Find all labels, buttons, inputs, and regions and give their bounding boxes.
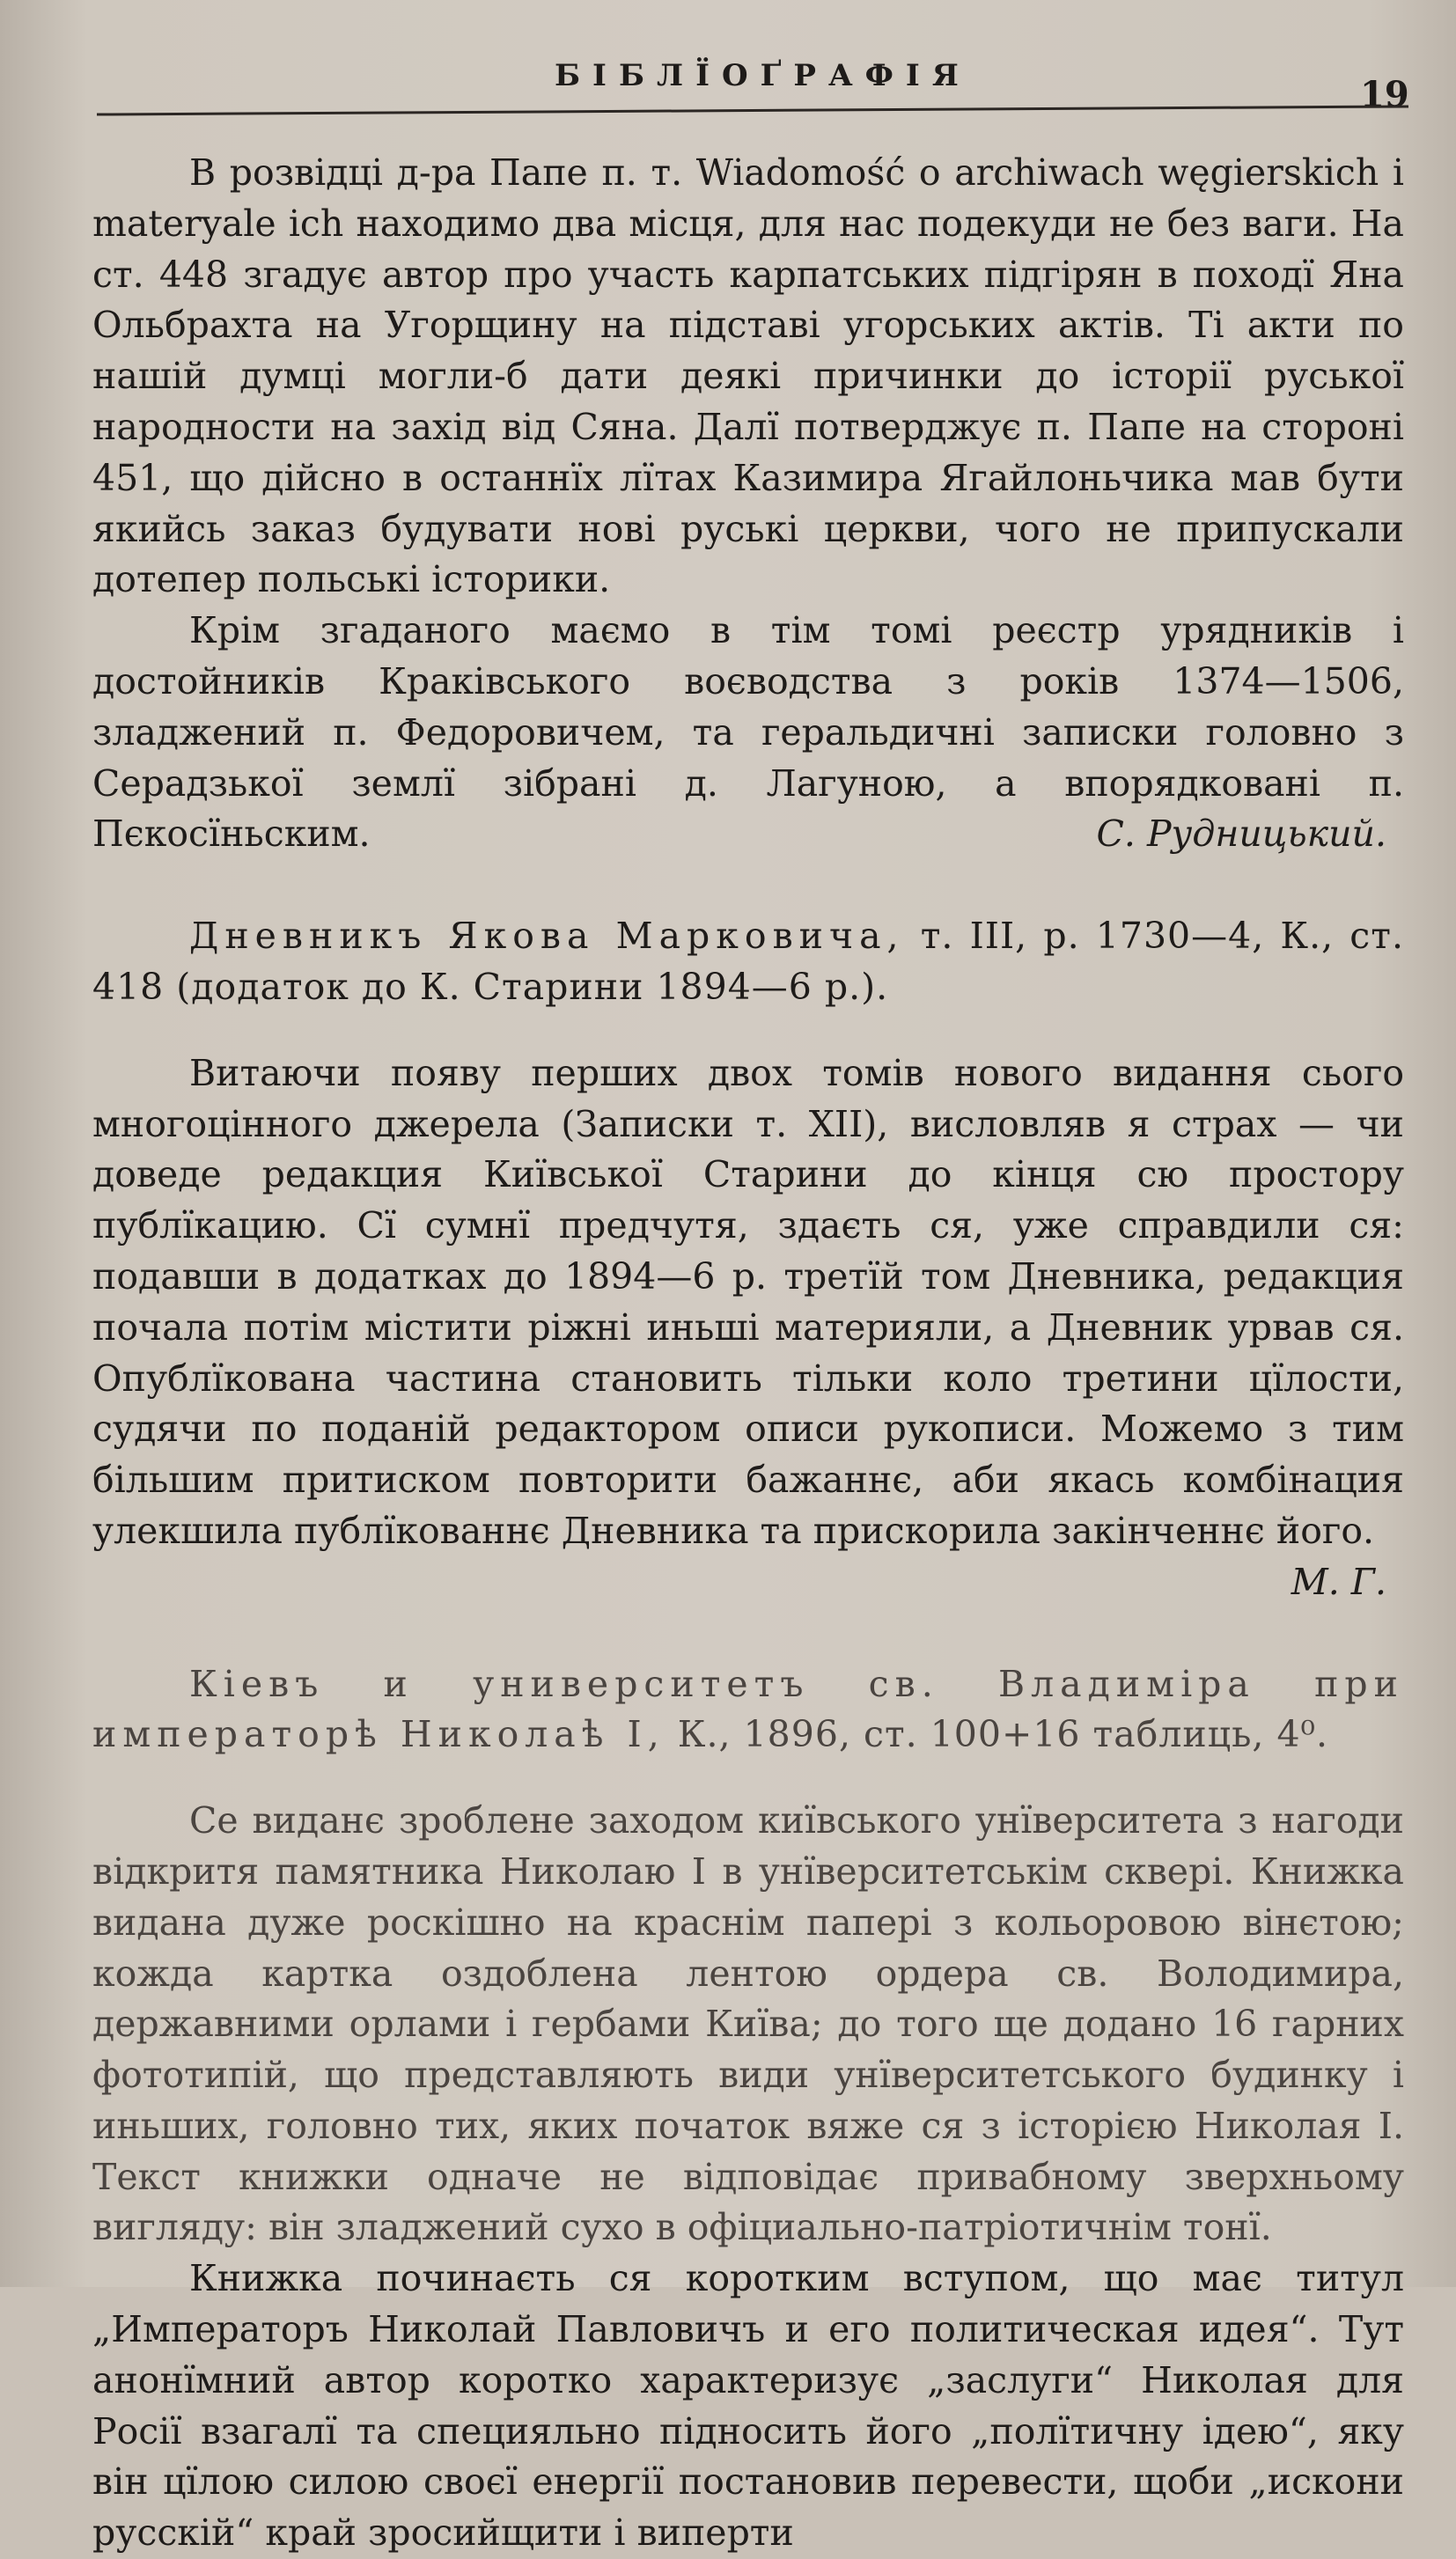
review-paragraph: Се виданє зроблене заходом київського унїверситета з нагоди відкритя памятника Николаю I в унїверситетськім сквері. Книжка видана дуже роскішно на краснім папері з кольоровою вінєтою; кожда картка оздоблена лентою ордера св. Володимира, державними орлами і гербами Київа; до того ще додано 16 гарних фототипій, що представляють види унїверситетського будинку і иньших, головно тих, яких початок вяже ся з історією Николая I. Текст книжки одначе не відповідає привабному зверхньому вигляду: він зладжений сухо в офіциально-патріотичнім тонї. bbox=[92, 1799, 1404, 2249]
reviewer-signature: С. Рудницький. bbox=[1096, 813, 1386, 856]
book-details: т. III, р. 1730—4, К., ст. 418 (додаток до К. Старини 1894—6 р.). bbox=[92, 915, 1404, 1008]
review-paragraph bbox=[92, 1048, 1404, 1608]
page-number: 19 bbox=[1360, 74, 1409, 115]
page-body bbox=[92, 148, 1404, 2559]
book-title: Кіевъ и университетъ св. Владиміра при императорѣ Николаѣ I, bbox=[92, 1662, 1404, 1756]
review-paragraph bbox=[92, 606, 1404, 860]
paragraph-text: Витаючи появу перших двох томів нового видання сього многоцінного джерела (Записки т. XII), висловляв я страх — чи доведе редакция Київської Старини до кінця сю простору публїкацию. Сї сумнї предчутя, здаєть ся, уже справдили ся: подавши в додатках до 1894—6 р. третїй том Дневника, редакция почала потім містити ріжні иньші материяли, а Дневник урвав ся. Опублїкована частина становить тільки коло третини цїлости, судячи по поданій редактором описи рукописи. Можемо з тим більшим притиском повторити бажаннє, аби якась комбінация улекшила публїкованнє Дневника та прискорила закінченнє його. bbox=[92, 1051, 1404, 1552]
review-title bbox=[92, 911, 1404, 1013]
running-head bbox=[0, 51, 1456, 121]
running-title: БІБЛЇОҐРАФІЯ bbox=[555, 58, 971, 93]
reviewer-signature: М. Г. bbox=[1291, 1560, 1386, 1603]
review-paragraph: Книжка починаєть ся коротким вступом, що має титул „Императоръ Николай Павловичъ и его политическая идея“. Тут анонїмний автор коротко характеризує „заслуги“ Николая для Росії взагалї та специяльно підносить його „полїтичну ідею“, яку він цїлою силою своєї енергії постановив перевести, щоби „искони русскій“ край зросийщити і виперти bbox=[92, 2257, 1404, 2555]
book-title: Дневникъ Якова Марковича, bbox=[189, 915, 905, 958]
header-rule bbox=[97, 105, 1408, 115]
review-title bbox=[92, 1659, 1404, 1761]
paragraph-text: Крім згаданого маємо в тім томі реєстр урядників і достойників Краківського воєводства з років 1374—1506, зладжений п. Федоровичем, та геральдичні записки головно з Серадзької землї зібрані д. Лагуною, а впорядковані п. Пєкосїньским. bbox=[92, 609, 1404, 856]
book-details: К., 1896, ст. 100+16 таблиць, 4⁰. bbox=[665, 1713, 1329, 1756]
review-paragraph: В розвідці д-ра Папе п. т. Wiadomość o archiwach węgierskich i materyale ich находимо два місця, для нас подекуди не без ваги. На ст. 448 згадує автор про участь карпатських підгірян в походї Яна Ольбрахта на Угорщину на підставі угорських актів. Ті акти по нашій думці могли-б дати деякі причинки до історії руської народности на захід від Сяна. Далї потверджує п. Папе на стороні 451, що дійсно в останнїх лїтах Казимира Ягайлоньчика мав бути якийсь заказ будувати нові руські церкви, чого не припускали дотепер польські історики. bbox=[92, 151, 1404, 601]
